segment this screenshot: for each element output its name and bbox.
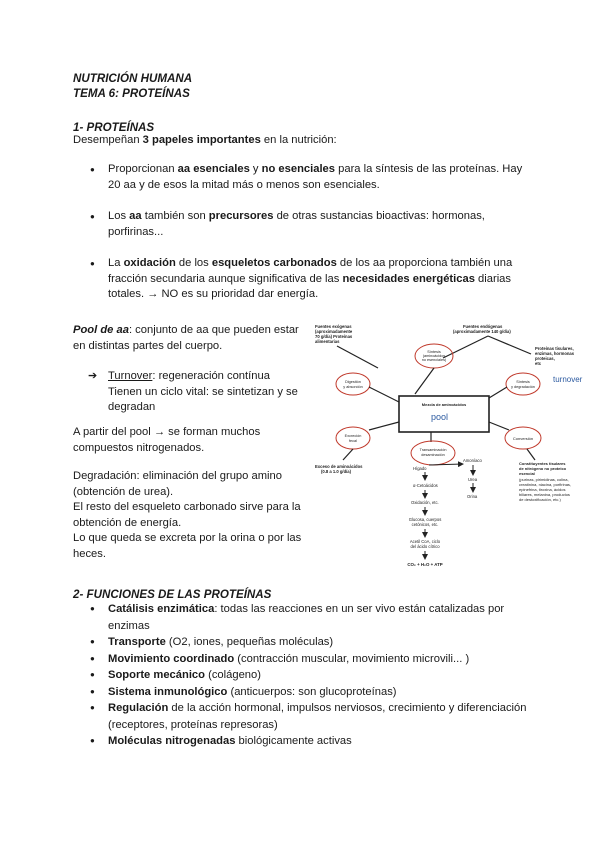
svg-text:Excreción: Excreción	[344, 434, 362, 438]
exogenous-sources-label	[315, 324, 353, 344]
arrow-line	[488, 336, 531, 354]
svg-text:fecal: fecal	[348, 439, 358, 443]
arrow-line	[527, 449, 535, 460]
svg-text:Síntesis: Síntesis	[427, 350, 441, 354]
arrow-line	[415, 368, 434, 394]
list-item: ● Catálisis enzimática: todas las reacciones en un ser vivo están catalizadas por enzimas	[108, 601, 528, 634]
urine-label: Orina	[467, 494, 478, 499]
ammonia-label: Amoníaco	[463, 458, 482, 463]
excretion-label	[345, 434, 362, 443]
arrow-line	[443, 336, 488, 358]
doc-title	[73, 71, 192, 101]
svg-text:desaminación: desaminación	[421, 453, 445, 457]
excretion-circle	[336, 427, 370, 449]
list-item: ● Soporte mecánico (colágeno)	[108, 667, 528, 684]
svg-text:Acetil CoA, ciclo: Acetil CoA, ciclo	[409, 539, 441, 544]
svg-text:Proteínas tisulares,: Proteínas tisulares,	[535, 346, 574, 351]
turnover-line2: Tienen un ciclo vital: se sintetizan y se degradan	[108, 385, 298, 413]
svg-text:Constituyentes tisulares: Constituyentes tisulares	[519, 461, 566, 466]
degr-line1: Degradación: eliminación del grupo amino (obtención de urea).	[73, 470, 282, 498]
svg-text:del ácido cítrico: del ácido cítrico	[410, 544, 440, 549]
list-item: ● Movimiento coordinado (contracción muscular, movimiento microvili... )	[108, 651, 528, 668]
synthesis-label	[422, 350, 447, 362]
subject-title: NUTRICIÓN HUMANA	[73, 72, 193, 85]
section1-heading: 1- PROTEÍNAS	[73, 121, 155, 134]
svg-text:Transaminación: Transaminación	[419, 448, 447, 452]
topic-title: TEMA 6: PROTEÍNAS	[73, 87, 190, 100]
excess-amino-acids-label	[315, 464, 363, 474]
svg-text:alimentarias: alimentarias	[315, 339, 340, 344]
intro-text-a: Desempeñan	[73, 134, 143, 146]
svg-text:(purinas, pirimidinas, colina,: (purinas, pirimidinas, colina,	[519, 477, 569, 482]
arrow-line	[429, 464, 463, 465]
degr-line2: El resto del esqueleto carbonado sirve para la obtención de energía.	[73, 501, 301, 529]
svg-text:(aminoácidos: (aminoácidos	[422, 354, 446, 358]
pool-definition	[73, 323, 305, 354]
list-item: ● Proporcionan aa esenciales y no esenciales para la síntesis de las proteínas. Hay 20 aa y de esos la mitad más o menos son esenciales.	[108, 162, 528, 193]
svg-text:(aproximadamente 140 g/día): (aproximadamente 140 g/día)	[453, 329, 511, 334]
intro-text-bold: 3 papeles importantes	[142, 134, 261, 146]
svg-text:proteicas,: proteicas,	[535, 356, 555, 361]
section2-list	[108, 601, 528, 750]
svg-text:70 g/día) Proteínas: 70 g/día) Proteínas	[315, 334, 353, 339]
list-item: ● Moléculas nitrogenadas biológicamente activas	[108, 733, 528, 750]
list-item: ● Regulación de la acción hormonal, impulsos nerviosos, crecimiento y diferenciación (receptores, proteínas represoras)	[108, 700, 528, 733]
svg-text:Fuentes exógenas: Fuentes exógenas	[315, 324, 352, 329]
pool-def-text: : conjunto de aa que pueden estar en distintas partes del cuerpo.	[73, 324, 299, 352]
arrow-line	[369, 422, 399, 430]
tissue-proteins-label	[535, 346, 575, 366]
svg-text:Digestión: Digestión	[345, 380, 361, 384]
co2-atp-label: CO₂ + H₂O + ATP	[407, 562, 443, 567]
svg-text:Exceso de aminoácidos: Exceso de aminoácidos	[315, 464, 363, 469]
nonprotein-nitrogen-label	[519, 461, 571, 502]
synthesis-degradation-label	[511, 380, 535, 389]
arrow-line	[489, 422, 509, 430]
section1-list	[108, 162, 528, 303]
endogenous-sources-label	[453, 324, 511, 334]
turnover-diagram-label: turnover	[553, 375, 583, 384]
svg-text:cetónicos, etc.: cetónicos, etc.	[411, 522, 439, 527]
oxidation-label: Oxidación, etc.	[411, 500, 439, 505]
section2-heading: 2- FUNCIONES DE LAS PROTEÍNAS	[73, 588, 272, 601]
acetyl-coa-label	[410, 539, 441, 549]
svg-text:(0.8 a 1.0 g/día): (0.8 a 1.0 g/día)	[321, 469, 352, 474]
svg-text:de nitrógeno no proteico: de nitrógeno no proteico	[519, 466, 567, 471]
urea-label: Urea	[468, 477, 478, 482]
degr-line3: Lo que queda se excreta por la orina o por las heces.	[73, 532, 302, 560]
svg-text:de destoxificación, etc.): de destoxificación, etc.)	[519, 497, 561, 502]
svg-text:epinefrina, tiroxina, ácidos: epinefrina, tiroxina, ácidos	[519, 487, 566, 492]
arrow-icon: ➔	[88, 370, 98, 382]
arrow-line	[337, 346, 378, 368]
digestion-label	[343, 380, 362, 389]
list-item: ● Transporte (O2, iones, pequeñas moléculas)	[108, 634, 528, 651]
svg-text:enzimas, hormonas: enzimas, hormonas	[535, 351, 575, 356]
list-item: ● Los aa también son precursores de otras sustancias bioactivas: hormonas, porfirinas...	[108, 209, 528, 240]
amino-acid-pool-diagram	[313, 322, 585, 574]
svg-text:y degradación: y degradación	[511, 385, 535, 389]
svg-text:biliares, melanina, productos: biliares, melanina, productos	[519, 492, 570, 497]
section1-intro	[73, 133, 543, 149]
transamination-label	[420, 448, 447, 457]
arrow-line	[369, 387, 399, 402]
turnover-term: Turnover	[108, 370, 153, 382]
degradation-block	[73, 469, 308, 562]
svg-text:esencial: esencial	[519, 471, 535, 476]
pool-diagram-label: pool	[431, 412, 449, 422]
pool-derived: A partir del pool → se forman muchos compuestos nitrogenados.	[73, 426, 261, 454]
svg-text:Glucosa, cuerpos: Glucosa, cuerpos	[408, 517, 442, 522]
svg-text:Fuentes endógenas: Fuentes endógenas	[463, 324, 503, 329]
list-item: ● La oxidación de los esqueletos carbonados de los aa proporciona también una fracción secundaria aunque significativa de las necesidades energéticas diarias totales. → NO es su prioridad dar energía.	[108, 256, 528, 303]
svg-text:etc: etc	[535, 361, 542, 366]
liver-label: Hígado	[413, 466, 427, 471]
ketoacids-label: α-Cetoácidos	[413, 483, 438, 488]
intro-text-b: en la nutrición:	[260, 134, 337, 146]
synthesis-degradation-circle	[506, 373, 540, 395]
svg-text:y absorción: y absorción	[343, 385, 363, 389]
svg-text:(aproximadamente: (aproximadamente	[315, 329, 353, 334]
pool-box-title: Mezcla de aminoácidos	[421, 402, 467, 407]
glucose-label	[409, 517, 442, 527]
digestion-circle	[336, 373, 370, 395]
list-item: ● Sistema inmunológico (anticuerpos: son glucoproteínas)	[108, 684, 528, 701]
arrow-line	[489, 387, 507, 398]
svg-text:no esenciales): no esenciales)	[421, 358, 447, 362]
svg-text:Síntesis: Síntesis	[516, 380, 530, 384]
pool-term: Pool de aa	[73, 324, 129, 336]
svg-text:creatinina, niacina, porfirina: creatinina, niacina, porfirinas,	[519, 482, 572, 487]
conversion-label: Conversión	[512, 436, 534, 441]
arrow-line	[343, 449, 353, 460]
turnover-block	[88, 369, 306, 416]
turnover-text: : regeneración contínua	[152, 370, 270, 382]
